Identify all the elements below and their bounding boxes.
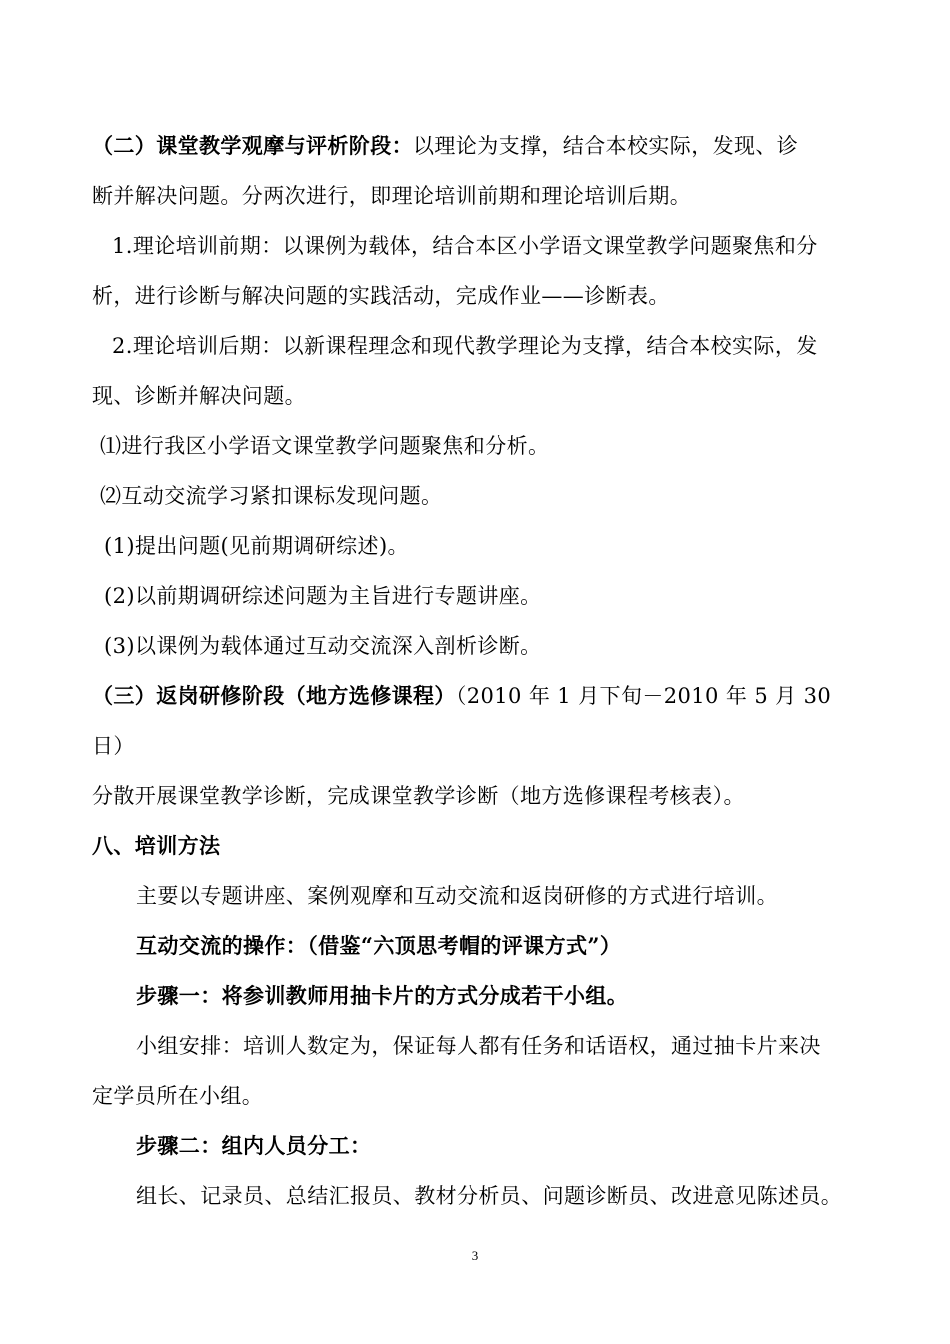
page-number: 3: [471, 1248, 479, 1263]
section-3-heading: （三）返岗研修阶段（地方选修课程）: [92, 683, 456, 708]
section-3-date-2: 日）: [92, 734, 135, 758]
interaction-heading: 互动交流的操作：（借鉴“六顶思考帽的评课方式”）: [136, 933, 622, 958]
step-1-text-2: 定学员所在小组。: [92, 1084, 264, 1108]
section-3-text: 分散开展课堂教学诊断，完成课堂教学诊断（地方选修课程考核表）。: [92, 784, 745, 808]
section-3-line-1: [92, 682, 831, 710]
sub-item-5: (3)以课例为载体通过互动交流深入剖析诊断。: [104, 634, 542, 658]
item-1-line-2: 析，进行诊断与解决问题的实践活动，完成作业——诊断表。: [92, 284, 670, 308]
section-8-text: 主要以专题讲座、案例观摩和互动交流和返岗研修的方式进行培训。: [136, 884, 778, 908]
section-3-date-1: （2010 年 1 月下旬－2010 年 5 月 30: [455, 684, 832, 708]
sub-item-4: (2)以前期调研综述问题为主旨进行专题讲座。: [104, 584, 542, 608]
item-1-line-1: 1.理论培训前期：以课例为载体，结合本区小学语文课堂教学问题聚焦和分: [112, 234, 818, 258]
section-2-text-2: 断并解决问题。分两次进行，即理论培训前期和理论培训后期。: [92, 184, 692, 208]
section-2-text-1: 以理论为支撑，结合本校实际，发现、诊: [413, 134, 799, 158]
sub-item-3: (1)提出问题(见前期调研综述)。: [104, 534, 409, 558]
item-2-line-1: 2.理论培训后期：以新课程理念和现代教学理论为支撑，结合本校实际，发: [112, 334, 818, 358]
section-2-line-1: [92, 132, 798, 160]
step-1-text-1: 小组安排：培训人数定为，保证每人都有任务和话语权，通过抽卡片来决: [136, 1034, 821, 1058]
section-8-heading: 八、培训方法: [92, 833, 221, 858]
step-1-heading: 步骤一：将参训教师用抽卡片的方式分成若干小组。: [136, 983, 629, 1008]
sub-item-1: ⑴进行我区小学语文课堂教学问题聚焦和分析。: [100, 434, 550, 458]
step-2-heading: 步骤二：组内人员分工：: [136, 1133, 372, 1158]
sub-item-2: ⑵互动交流学习紧扣课标发现问题。: [100, 484, 443, 508]
step-2-text: 组长、记录员、总结汇报员、教材分析员、问题诊断员、改进意见陈述员。: [136, 1184, 843, 1208]
section-2-heading: （二）课堂教学观摩与评析阶段：: [92, 133, 413, 158]
item-2-line-2: 现、诊断并解决问题。: [92, 384, 306, 408]
